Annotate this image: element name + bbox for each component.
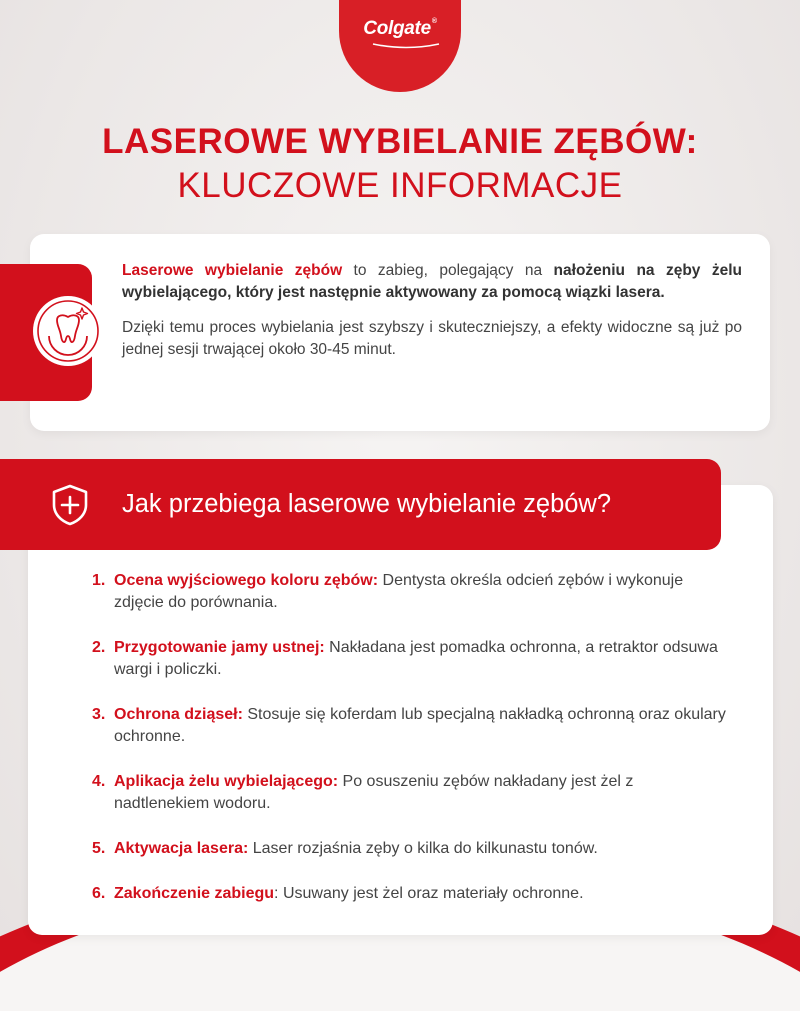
step-heading: Aplikacja żelu wybielającego: [114, 773, 339, 790]
logo-registered-mark: ® [431, 18, 437, 25]
step-heading: Ocena wyjściowego koloru zębów: [114, 572, 379, 589]
step-heading: Przygotowanie jamy ustnej: [114, 639, 325, 656]
steps-list [92, 570, 732, 928]
step-number: 1. [92, 572, 106, 589]
colgate-logo-icon [363, 18, 436, 92]
page-title-line1: LASEROWE WYBIELANIE ZĘBÓW: [102, 122, 698, 161]
step-text: Dentysta określa odcień zębów i wykonuje zdjęcie do porównania. [114, 572, 684, 611]
step-number: 5. [92, 840, 106, 857]
intro-paragraph-1 [122, 260, 742, 304]
step-text: Laser rozjaśnia zęby o kilka do kilkunastu tonów. [248, 840, 598, 857]
step-number: 6. [92, 885, 106, 902]
intro-highlight: Laserowe wybielanie zębów [122, 262, 343, 279]
list-item [92, 570, 732, 614]
step-heading: Zakończenie zabiegu [114, 885, 275, 902]
list-item [92, 838, 732, 860]
logo-text: Colgate [363, 18, 431, 39]
list-item [92, 704, 732, 748]
intro-mid-text: to zabieg, polegający na [342, 262, 554, 279]
intro-paragraph-2: Dzięki temu proces wybielania jest szybszy i skuteczniejszy, a efekty widoczne są już po jednej sesji trwającej około 30-45 minut. [122, 319, 742, 358]
step-text: Stosuje się koferdam lub specjalną nakładką ochronną oraz okulary ochronne. [114, 706, 726, 745]
list-item [92, 883, 732, 905]
shield-plus-icon [48, 483, 92, 527]
step-text: : Usuwany jest żel oraz materiały ochronne. [274, 885, 584, 902]
page-title-line2: KLUCZOWE INFORMACJE [177, 166, 623, 205]
step-text: Po osuszeniu zębów nakładany jest żel z nadtlenekiem wodoru. [114, 773, 634, 812]
step-number: 3. [92, 706, 106, 723]
list-item [92, 771, 732, 815]
step-text: Nakładana jest pomadka ochronna, a retraktor odsuwa wargi i policzki. [114, 639, 718, 678]
step-heading: Ochrona dziąseł: [114, 706, 243, 723]
list-item [92, 637, 732, 681]
steps-section-title: Jak przebiega laserowe wybielanie zębów? [122, 490, 612, 518]
intro-bold-text: nałożeniu na zęby żelu wybielającego, który jest następnie aktywowany za pomocą wiązki lasera. [122, 262, 743, 301]
step-heading: Aktywacja lasera: [114, 840, 249, 857]
step-number: 2. [92, 639, 106, 656]
steps-header-bar [0, 459, 721, 550]
step-number: 4. [92, 773, 106, 790]
tooth-sparkle-icon [33, 296, 103, 366]
page-title [0, 120, 800, 208]
intro-text [122, 260, 742, 374]
logo-swoosh-icon [371, 42, 441, 50]
